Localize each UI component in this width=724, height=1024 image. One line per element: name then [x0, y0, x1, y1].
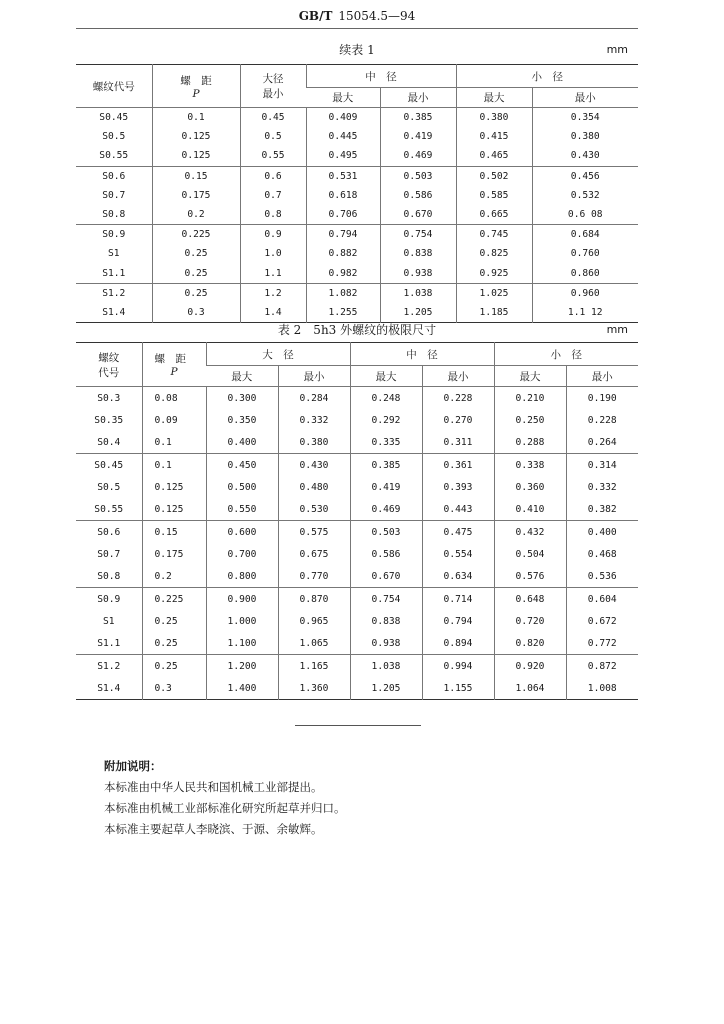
- table-cell: 0.820: [494, 632, 566, 655]
- t1-head-pitch-label: 螺 距: [180, 74, 212, 87]
- table-cell: 0.300: [206, 387, 278, 410]
- table-cell: 0.361: [422, 454, 494, 477]
- table-cell: 0.385: [350, 454, 422, 477]
- table-cell: 0.772: [566, 632, 638, 655]
- t1-head-max: 最大: [306, 88, 380, 108]
- table-row: [76, 543, 638, 565]
- table-cell: S1: [107, 248, 120, 260]
- table-cell: S0.8: [76, 565, 142, 588]
- notes-line: 本标准由中华人民共和国机械工业部提出。: [104, 780, 323, 794]
- table-cell: 0.314: [566, 454, 638, 477]
- table-row: [76, 166, 638, 186]
- table-cell: 0.25: [152, 283, 240, 303]
- table-cell: 0.393: [422, 476, 494, 498]
- table-cell: 0.894: [422, 632, 494, 655]
- table2: [76, 342, 638, 700]
- table-cell: 1.065: [278, 632, 350, 655]
- t2-head-pitch-diameter: 中 径: [350, 343, 494, 366]
- table-cell: 0.443: [422, 498, 494, 521]
- table-cell: 0.960: [532, 283, 638, 303]
- t1-head-max: 最大: [456, 88, 532, 108]
- table-row: [76, 521, 638, 544]
- table-cell: 0.500: [206, 476, 278, 498]
- table-cell: S0.5: [97, 481, 121, 493]
- table-cell: 0.882: [306, 244, 380, 263]
- table-cell: S1.2: [102, 287, 126, 299]
- table2-title: 表 2 5h3 外螺纹的极限尺寸: [277, 323, 437, 337]
- page-header: [76, 6, 638, 29]
- table-cell: 0.600: [206, 521, 278, 544]
- table-cell: S1.1: [76, 632, 142, 655]
- table-cell: 0.385: [380, 108, 456, 128]
- table-row: [76, 146, 638, 166]
- table-cell: 1.1: [240, 264, 306, 284]
- table-cell: 0.900: [206, 588, 278, 611]
- table-cell: 0.604: [566, 588, 638, 611]
- table-cell: 0.672: [566, 610, 638, 632]
- t1-head-min: 最小: [380, 88, 456, 108]
- table-cell: 1.038: [350, 655, 422, 678]
- table-cell: 1.155: [422, 677, 494, 700]
- table-cell: 0.25: [142, 632, 206, 655]
- table-cell: 1.400: [206, 677, 278, 700]
- table-cell: 0.175: [142, 543, 206, 565]
- table-cell: 0.794: [422, 610, 494, 632]
- table-cell: 0.354: [532, 108, 638, 128]
- table-cell: 0.228: [566, 409, 638, 431]
- table-cell: 1.025: [456, 283, 532, 303]
- table-cell: 0.586: [380, 186, 456, 205]
- table-cell: S0.35: [94, 414, 124, 426]
- table-cell: 0.670: [380, 205, 456, 225]
- t2-head-pitch: [142, 343, 206, 387]
- table-cell: 0.576: [494, 565, 566, 588]
- table-cell: 0.760: [532, 244, 638, 263]
- table-cell: 1.100: [206, 632, 278, 655]
- table-cell: 0.382: [566, 498, 638, 521]
- table-cell: 0.15: [152, 166, 240, 186]
- table-cell: 1.038: [380, 283, 456, 303]
- table-row: [76, 409, 638, 431]
- table-cell: 0.380: [278, 431, 350, 454]
- table-cell: 0.288: [494, 431, 566, 454]
- table-cell: 0.25: [142, 655, 206, 678]
- table-cell: 0.469: [350, 498, 422, 521]
- table-cell: 0.9: [240, 225, 306, 245]
- table-cell: 0.1: [152, 108, 240, 128]
- table-cell: 0.410: [494, 498, 566, 521]
- table-row: [76, 431, 638, 454]
- notes-line: 本标准由机械工业部标准化研究所起草并归口。: [104, 801, 346, 815]
- t2-head-major: 大 径: [206, 343, 350, 366]
- table-cell: 0.311: [422, 431, 494, 454]
- table-cell: S0.55: [76, 498, 142, 521]
- t2-head-minor: 小 径: [494, 343, 638, 366]
- t2-head-max: 最大: [494, 366, 566, 387]
- table-cell: 0.400: [206, 431, 278, 454]
- table-cell: 0.618: [306, 186, 380, 205]
- table1: [76, 64, 638, 323]
- t1-head-code: 螺纹代号: [76, 65, 152, 108]
- table-cell: 0.7: [240, 186, 306, 205]
- table-cell: 0.495: [306, 146, 380, 166]
- table2-body: [76, 387, 638, 700]
- table-cell: 0.125: [142, 476, 206, 498]
- table-cell: 0.380: [456, 108, 532, 128]
- table-row: [76, 588, 638, 611]
- table-cell: 0.225: [152, 225, 240, 245]
- table-cell: 0.536: [566, 565, 638, 588]
- table-cell: 1.4: [240, 303, 306, 323]
- table-cell: 0.469: [380, 146, 456, 166]
- table-cell: 1.082: [306, 283, 380, 303]
- table-cell: 0.400: [566, 521, 638, 544]
- table-cell: 0.825: [456, 244, 532, 263]
- table1-unit: mm: [606, 43, 628, 56]
- table-cell: 0.554: [422, 543, 494, 565]
- table-cell: 0.965: [278, 610, 350, 632]
- table1-body: [76, 108, 638, 323]
- table-cell: 1.200: [206, 655, 278, 678]
- table-row: [76, 205, 638, 225]
- t2-head-max: 最大: [206, 366, 278, 387]
- table-cell: 0.415: [456, 127, 532, 146]
- table-cell: S1: [102, 615, 115, 627]
- table1-title: 续表 1: [339, 43, 375, 57]
- table-cell: 0.3: [142, 677, 206, 700]
- table-cell: S1.1: [76, 264, 152, 284]
- table-cell: 0.225: [142, 588, 206, 611]
- table-cell: 0.419: [380, 127, 456, 146]
- t1-head-pitch: [152, 65, 240, 108]
- table-cell: 0.09: [142, 409, 206, 431]
- t1-head-minor: 小 径: [456, 65, 638, 88]
- table-cell: S0.55: [76, 146, 152, 166]
- table-row: [76, 476, 638, 498]
- table-cell: 0.504: [494, 543, 566, 565]
- standard-prefix: GB/T: [298, 9, 333, 23]
- table-cell: 0.445: [306, 127, 380, 146]
- table-cell: 0.872: [566, 655, 638, 678]
- table-cell: 0.648: [494, 588, 566, 611]
- notes-heading: 附加说明：: [104, 759, 162, 773]
- table-cell: 1.1 12: [532, 303, 638, 323]
- table-cell: 0.531: [306, 166, 380, 186]
- table-cell: 0.456: [532, 166, 638, 186]
- table-cell: 1.205: [350, 677, 422, 700]
- table-row: [76, 264, 638, 284]
- table-cell: 0.15: [142, 521, 206, 544]
- table-row: [76, 108, 638, 128]
- table-cell: S1.2: [97, 660, 121, 672]
- table-cell: 0.720: [494, 610, 566, 632]
- table-cell: 0.210: [494, 387, 566, 410]
- table-cell: S0.6: [97, 526, 121, 538]
- table-row: [76, 677, 638, 700]
- t2-head-code: [76, 343, 142, 387]
- table-cell: 0.430: [278, 454, 350, 477]
- table-cell: 0.3: [152, 303, 240, 323]
- table-cell: 0.503: [380, 166, 456, 186]
- table-cell: 0.670: [350, 565, 422, 588]
- table-cell: S1.4: [97, 682, 121, 694]
- table-cell: 0.248: [350, 387, 422, 410]
- table-cell: 1.165: [278, 655, 350, 678]
- t2-head-code-line2: 代号: [98, 366, 120, 379]
- table-cell: 0.335: [350, 431, 422, 454]
- table-cell: 0.665: [456, 205, 532, 225]
- table-cell: 1.0: [240, 244, 306, 263]
- table-cell: S0.9: [102, 229, 126, 241]
- table-cell: S0.5: [102, 131, 126, 143]
- table-cell: 0.838: [350, 610, 422, 632]
- table-cell: 0.870: [278, 588, 350, 611]
- table-cell: 0.465: [456, 146, 532, 166]
- table-cell: 1.185: [456, 303, 532, 323]
- t2-head-min: 最小: [566, 366, 638, 387]
- section-divider: [295, 725, 421, 726]
- table-cell: 0.125: [152, 127, 240, 146]
- table-cell: S0.45: [94, 459, 124, 471]
- table-cell: 0.432: [494, 521, 566, 544]
- table-cell: 0.714: [422, 588, 494, 611]
- table-row: [76, 610, 638, 632]
- table-cell: 0.332: [566, 476, 638, 498]
- t1-head-major-label: 大径: [262, 73, 284, 85]
- table-cell: 0.994: [422, 655, 494, 678]
- table-cell: 0.292: [350, 409, 422, 431]
- t2-head-pitch-label: 螺 距: [154, 353, 186, 365]
- table2-caption: [76, 320, 638, 340]
- table-cell: 0.25: [142, 610, 206, 632]
- table-cell: S0.8: [76, 205, 152, 225]
- table-cell: 0.575: [278, 521, 350, 544]
- table-cell: 0.530: [278, 498, 350, 521]
- table-cell: S1.4: [102, 306, 126, 318]
- table-cell: 0.175: [152, 186, 240, 205]
- table-cell: 0.920: [494, 655, 566, 678]
- table-cell: 0.800: [206, 565, 278, 588]
- table-cell: 0.2: [152, 205, 240, 225]
- table-row: [76, 655, 638, 678]
- table-cell: S0.7: [102, 189, 126, 201]
- table-cell: 0.264: [566, 431, 638, 454]
- table-cell: 0.503: [350, 521, 422, 544]
- table-cell: 0.860: [532, 264, 638, 284]
- additional-notes: [104, 756, 346, 840]
- table-cell: 0.450: [206, 454, 278, 477]
- t1-head-major-sub: 最小: [262, 88, 284, 100]
- table-cell: 0.982: [306, 264, 380, 284]
- table-row: [76, 186, 638, 205]
- table-cell: 0.938: [380, 264, 456, 284]
- table-cell: 0.6 08: [532, 205, 638, 225]
- t2-head-min: 最小: [422, 366, 494, 387]
- table-cell: 0.706: [306, 205, 380, 225]
- table-cell: 0.770: [278, 565, 350, 588]
- table-cell: 0.700: [206, 543, 278, 565]
- table-cell: 1.064: [494, 677, 566, 700]
- table-cell: 0.5: [240, 127, 306, 146]
- table-cell: 0.754: [380, 225, 456, 245]
- standard-number: 15054.5—94: [338, 9, 416, 23]
- table-cell: 0.475: [422, 521, 494, 544]
- table-cell: 1.000: [206, 610, 278, 632]
- table-cell: 0.550: [206, 498, 278, 521]
- table-cell: 0.6: [240, 166, 306, 186]
- table-cell: 0.338: [494, 454, 566, 477]
- table-row: [76, 632, 638, 655]
- table-cell: 0.838: [380, 244, 456, 263]
- table-cell: 0.360: [494, 476, 566, 498]
- table-cell: 0.480: [278, 476, 350, 498]
- table-cell: S0.6: [102, 170, 126, 182]
- table-cell: S0.3: [97, 392, 121, 404]
- table-cell: 0.228: [422, 387, 494, 410]
- table-cell: 0.250: [494, 409, 566, 431]
- table-cell: 1.008: [566, 677, 638, 700]
- table-cell: 0.532: [532, 186, 638, 205]
- table-cell: 0.25: [152, 244, 240, 263]
- table-cell: 0.586: [350, 543, 422, 565]
- table-cell: 0.502: [456, 166, 532, 186]
- table-cell: 0.284: [278, 387, 350, 410]
- table-cell: 0.8: [240, 205, 306, 225]
- table-cell: 0.794: [306, 225, 380, 245]
- table-cell: 0.468: [566, 543, 638, 565]
- table-row: [76, 498, 638, 521]
- table-cell: 1.255: [306, 303, 380, 323]
- table-row: [76, 283, 638, 303]
- table-cell: 0.332: [278, 409, 350, 431]
- table-cell: 0.675: [278, 543, 350, 565]
- table-cell: 0.1: [142, 454, 206, 477]
- t2-head-code-line1: 螺纹: [98, 351, 120, 364]
- table-cell: 0.684: [532, 225, 638, 245]
- table-cell: 1.2: [240, 283, 306, 303]
- table-cell: 0.270: [422, 409, 494, 431]
- table-row: [76, 127, 638, 146]
- table-cell: 0.745: [456, 225, 532, 245]
- table-cell: 0.380: [532, 127, 638, 146]
- t2-head-min: 最小: [278, 366, 350, 387]
- table-cell: 0.190: [566, 387, 638, 410]
- table-cell: 0.754: [350, 588, 422, 611]
- t2-head-pitch-symbol: P: [170, 366, 178, 378]
- table2-unit: mm: [606, 323, 628, 336]
- table-cell: S0.45: [99, 112, 129, 124]
- notes-line: 本标准主要起草人李晓滨、于源、余敏辉。: [104, 822, 323, 836]
- table-cell: 0.25: [152, 264, 240, 284]
- table-cell: S0.7: [97, 548, 121, 560]
- table-cell: 0.350: [206, 409, 278, 431]
- table-cell: 0.2: [142, 565, 206, 588]
- table-row: [76, 225, 638, 245]
- table-cell: 1.205: [380, 303, 456, 323]
- t2-head-max: 最大: [350, 366, 422, 387]
- table-cell: 0.585: [456, 186, 532, 205]
- table-row: [76, 387, 638, 410]
- table-cell: S0.9: [97, 593, 121, 605]
- table-cell: 0.409: [306, 108, 380, 128]
- table-cell: 0.55: [240, 146, 306, 166]
- table-cell: 0.1: [142, 431, 206, 454]
- table-cell: 1.360: [278, 677, 350, 700]
- t1-head-pitch-symbol: P: [192, 87, 200, 100]
- table-cell: 0.125: [142, 498, 206, 521]
- table-cell: 0.419: [350, 476, 422, 498]
- table-cell: 0.125: [152, 146, 240, 166]
- table-cell: 0.925: [456, 264, 532, 284]
- table-cell: 0.634: [422, 565, 494, 588]
- t1-head-major: [240, 65, 306, 108]
- t1-head-pitch-diameter: 中 径: [306, 65, 456, 88]
- table-row: [76, 454, 638, 477]
- table1-caption: [76, 40, 638, 60]
- table-cell: 0.430: [532, 146, 638, 166]
- table-cell: 0.938: [350, 632, 422, 655]
- table-cell: 0.08: [142, 387, 206, 410]
- table-row: [76, 244, 638, 263]
- table-row: [76, 565, 638, 588]
- table-cell: S0.4: [76, 431, 142, 454]
- t1-head-min: 最小: [532, 88, 638, 108]
- table-cell: 0.45: [240, 108, 306, 128]
